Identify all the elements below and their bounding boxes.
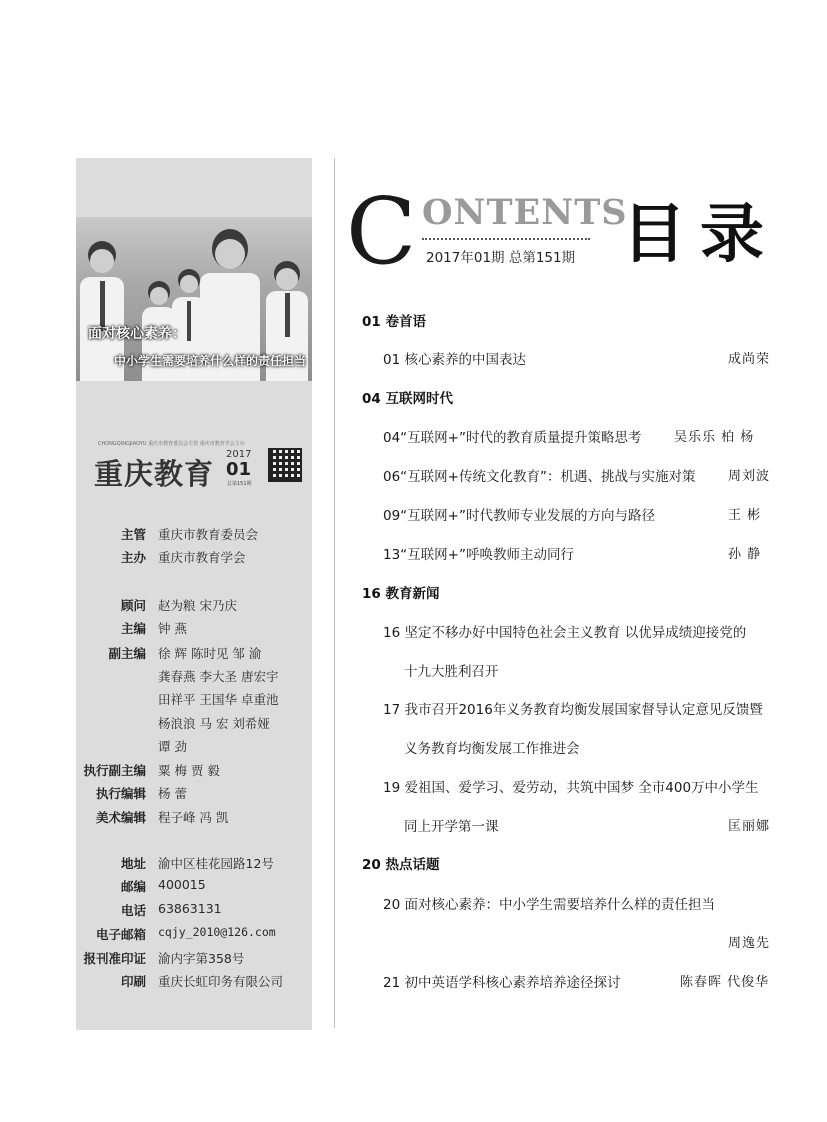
info-value: 重庆市教育学会 [158, 550, 246, 565]
info-row [76, 901, 312, 923]
info-label: 地址 [120, 856, 146, 871]
masthead [84, 440, 306, 490]
info-value: cqjy_2010@126.com [158, 925, 276, 939]
issue-line: 2017年01期 总第151期 [426, 250, 576, 266]
info-value: 渝中区桂花园路12号 [158, 856, 274, 871]
info-label: 执行编辑 [95, 786, 146, 801]
toc-entry-title[interactable]: 十九大胜利召开 [404, 664, 499, 680]
info-row [76, 619, 312, 641]
cover-caption-line2: 中小学生需要培养什么样的责任担当 [114, 354, 307, 368]
info-value: 程子峰 冯 凯 [158, 810, 229, 825]
toc-entry-title[interactable]: 16 坚定不移办好中国特色社会主义教育 以优异成绩迎接党的 [383, 625, 747, 641]
info-row [76, 925, 312, 947]
info-row [76, 690, 312, 712]
toc-entry-title[interactable]: 17 我市召开2016年义务教育均衡发展国家督导认定意见反馈暨 [383, 702, 763, 718]
toc-entry-author: 匡丽娜 [728, 819, 771, 834]
info-row [76, 714, 312, 736]
info-label: 主编 [120, 621, 146, 636]
masthead-title: 重庆教育 [94, 457, 215, 491]
toc-section-heading: 04 互联网时代 [362, 391, 453, 407]
toc-entry-title[interactable]: 04“互联网+”时代的教育质量提升策略思考 [383, 430, 642, 446]
sidebar [76, 158, 312, 1030]
vertical-divider [334, 158, 335, 1028]
info-value: 钟 燕 [158, 621, 187, 636]
masthead-issue: 01 [226, 459, 252, 480]
masthead-subline: CHONGQINGJIAOYU 重庆市教育委员会主管 重庆市教育学会主办 [98, 441, 245, 447]
info-value: 杨 蕾 [158, 786, 187, 801]
info-label: 主管 [120, 527, 146, 542]
info-row [76, 808, 312, 830]
info-value: 400015 [158, 877, 206, 892]
info-value: 龚春燕 李大圣 唐宏宇 [158, 669, 279, 684]
info-row [76, 761, 312, 783]
toc-entry-author: 王 彬 [728, 508, 762, 523]
info-row [76, 644, 312, 666]
info-label: 邮编 [120, 879, 146, 894]
toc-entry-title[interactable]: 20 面对核心素养：中小学生需要培养什么样的责任担当 [383, 897, 715, 913]
info-label: 执行副主编 [83, 763, 146, 778]
masthead-year: 2017 [226, 449, 252, 460]
toc-entry-author: 周刘波 [728, 469, 771, 484]
info-row [76, 784, 312, 806]
info-value: 徐 辉 陈时见 邹 渝 [158, 646, 262, 661]
toc-entry-title[interactable]: 义务教育均衡发展工作推进会 [404, 741, 580, 757]
toc-entry-author: 陈春晖 代俊华 [680, 975, 770, 990]
info-label: 报刊准印证 [83, 951, 146, 966]
info-row [76, 877, 312, 899]
toc-section-heading: 16 教育新闻 [362, 586, 440, 602]
info-row [76, 667, 312, 689]
info-value: 重庆市教育委员会 [158, 527, 259, 542]
toc-entry-author: 周逸先 [728, 936, 771, 951]
toc-entry-title[interactable]: 同上开学第一课 [404, 819, 499, 835]
info-label: 电话 [120, 903, 146, 918]
qr-code-icon [270, 450, 300, 480]
info-value: 63863131 [158, 901, 222, 916]
info-value: 杨浪浪 马 宏 刘希娅 [158, 716, 270, 731]
toc-entry-title[interactable]: 21 初中英语学科核心素养培养途径探讨 [383, 975, 621, 991]
info-value: 重庆长虹印务有限公司 [158, 974, 284, 989]
info-label: 副主编 [108, 646, 146, 661]
info-value: 粟 梅 贾 毅 [158, 763, 220, 778]
dotted-rule [422, 238, 590, 240]
toc-entry-author: 吴乐乐 柏 杨 [674, 430, 755, 445]
toc-entry-title[interactable]: 06“互联网+传统文化教育”：机遇、挑战与实施对策 [383, 469, 696, 485]
toc-entry-title[interactable]: 19 爱祖国、爱学习、爱劳动，共筑中国梦 全市400万中小学生 [383, 780, 759, 796]
toc-entry-title[interactable]: 09“互联网+”时代教师专业发展的方向与路径 [383, 508, 655, 524]
contents-word: ONTENTS [422, 192, 628, 233]
info-row [76, 548, 312, 570]
info-value: 谭 劲 [158, 739, 187, 754]
toc-entry-author: 成尚荣 [728, 352, 771, 367]
info-row [76, 596, 312, 618]
info-label: 顾问 [120, 598, 146, 613]
cover-caption-line1: 面对核心素养： [88, 326, 186, 342]
info-row [76, 854, 312, 876]
toc-entry-title[interactable]: 13“互联网+”呼唤教师主动同行 [383, 547, 574, 563]
info-value: 赵为粮 宋乃庆 [158, 598, 237, 613]
cover-photo [76, 217, 312, 381]
page-title: 目录 [622, 198, 778, 272]
info-row [76, 972, 312, 994]
contents-initial: C [346, 178, 417, 285]
toc-entry-title[interactable]: 01 核心素养的中国表达 [383, 352, 526, 368]
info-label: 美术编辑 [95, 810, 146, 825]
info-value: 田祥平 王国华 卓重池 [158, 692, 279, 707]
info-label: 印刷 [120, 974, 146, 989]
info-row [76, 525, 312, 547]
info-value: 渝内字第358号 [158, 951, 245, 966]
info-row [76, 949, 312, 971]
info-label: 电子邮箱 [95, 927, 146, 942]
toc-section-heading: 01 卷首语 [362, 314, 426, 330]
toc-entry-author: 孙 静 [728, 547, 762, 562]
info-label: 主办 [120, 550, 146, 565]
info-row [76, 737, 312, 759]
masthead-total: 总第151期 [227, 481, 252, 487]
toc-section-heading: 20 热点话题 [362, 857, 440, 873]
